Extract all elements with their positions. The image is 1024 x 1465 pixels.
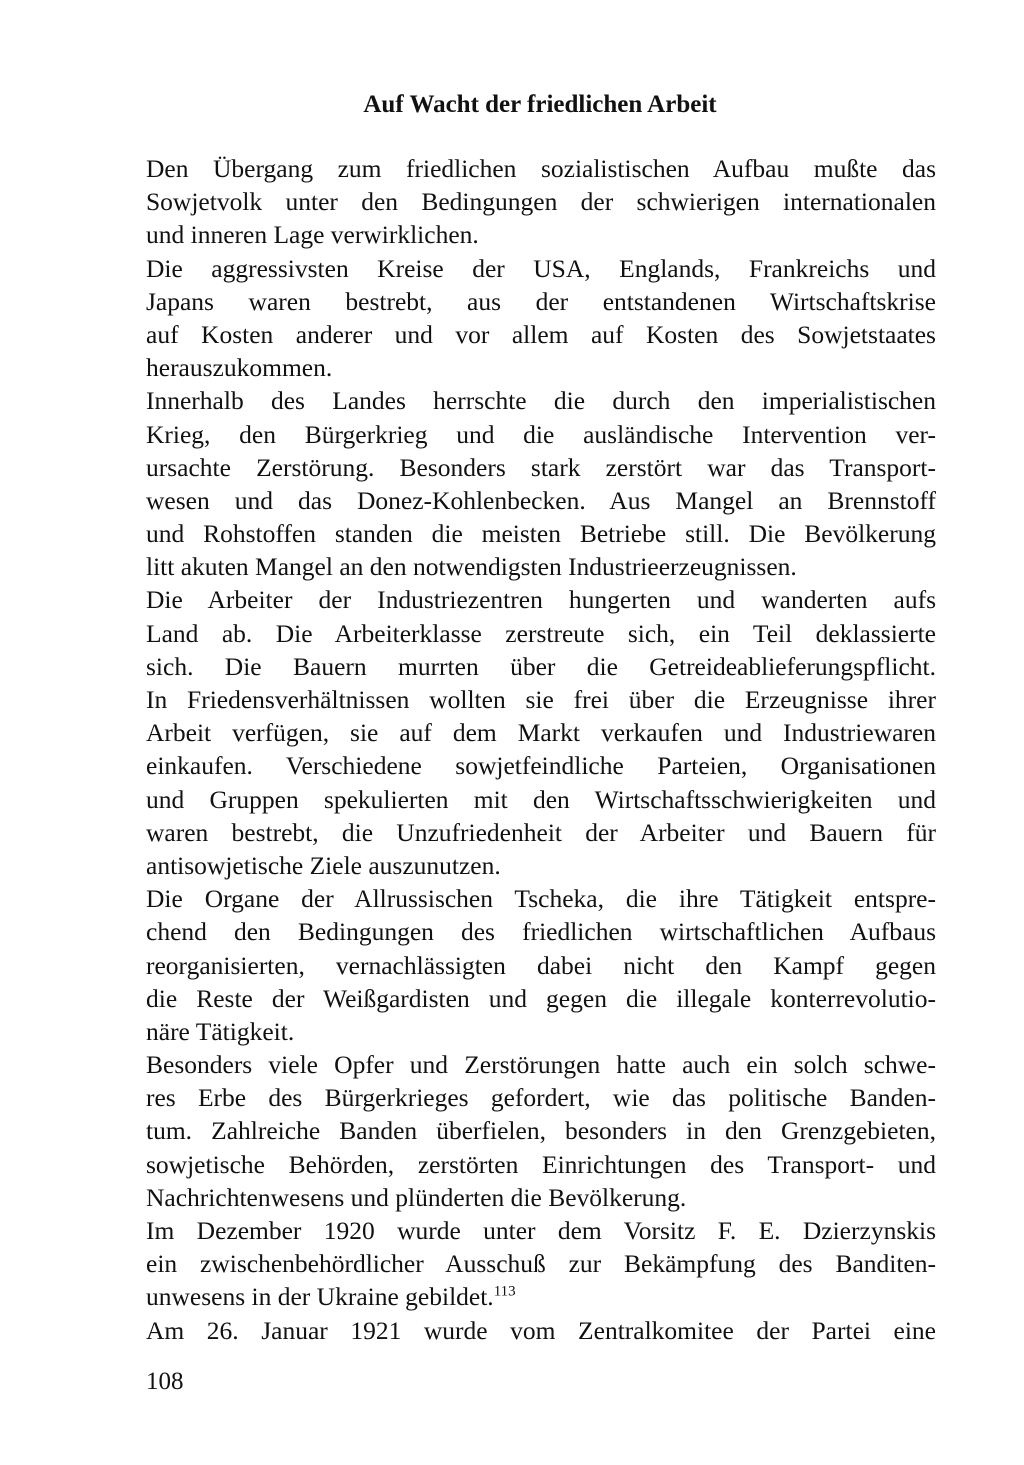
text-line: ursachte Zerstörung. Besonders stark zerstört war das Transport- [146, 452, 936, 482]
text-line: Krieg, den Bürgerkrieg und die ausländische Intervention ver- [146, 419, 936, 449]
text-line: sich. Die Bauern murrten über die Getreideablieferungspflicht. [146, 651, 936, 681]
text-line: Nachrichtenwesens und plünderten die Bevölkerung. [146, 1182, 687, 1212]
text-line: Am 26. Januar 1921 wurde vom Zentralkomitee der Partei eine [146, 1315, 936, 1345]
text-line: Besonders viele Opfer und Zerstörungen hatte auch ein solch schwe- [146, 1050, 936, 1080]
text-line: sowjetische Behörden, zerstörten Einrichtungen des Transport- und [146, 1149, 936, 1179]
body-text [146, 152, 936, 1347]
paragraph [146, 384, 936, 583]
text-line: Den Übergang zum friedlichen sozialistischen Aufbau mußte das [146, 154, 936, 183]
page-number: 108 [146, 1368, 184, 1395]
text-line: unwesens in der Ukraine gebildet. [146, 1282, 494, 1312]
paragraph [146, 152, 936, 252]
text-line: ein zwischenbehördlicher Ausschuß zur Bekämpfung des Banditen- [146, 1249, 936, 1279]
text-line: tum. Zahlreiche Banden überfielen, besonders in den Grenzgebieten, [146, 1116, 936, 1146]
footnote-reference: 113 [493, 1283, 516, 1300]
text-line: Arbeit verfügen, sie auf dem Markt verkaufen und Industriewaren [146, 718, 936, 748]
text-line: und Gruppen spekulierten mit den Wirtschaftsschwierigkeiten und [146, 784, 936, 814]
text-line: Im Dezember 1920 wurde unter dem Vorsitz F. E. Dzierzynskis [146, 1216, 936, 1245]
text-line: auf Kosten anderer und vor allem auf Kosten des Sowjetstaates [146, 319, 936, 349]
text-line: Land ab. Die Arbeiterklasse zerstreute sich, ein Teil deklassierte [146, 618, 936, 648]
text-line: und Rohstoffen standen die meisten Betriebe still. Die Bevölkerung [146, 519, 936, 549]
text-line: näre Tätigkeit. [146, 1016, 295, 1046]
text-line: reorganisierten, vernachlässigten dabei nicht den Kampf gegen [146, 950, 936, 980]
text-line: Die Arbeiter der Industriezentren hungerten und wanderten aufs [146, 585, 936, 615]
text-line: Die aggressivsten Kreise der USA, Englands, Frankreichs und [146, 253, 936, 283]
paragraph [146, 1048, 936, 1214]
section-heading: Auf Wacht der friedlichen Arbeit [363, 91, 717, 118]
text-line: chend den Bedingungen des friedlichen wirtschaftlichen Aufbaus [146, 917, 936, 947]
text-line: Die Organe der Allrussischen Tscheka, die ihre Tätigkeit entspre- [146, 884, 936, 914]
text-line: wesen und das Donez-Kohlenbecken. Aus Mangel an Brennstoff [146, 485, 936, 515]
text-line: herauszukommen. [146, 353, 333, 383]
text-line: Sowjetvolk unter den Bedingungen der schwierigen internationalen [146, 187, 936, 217]
text-line: Japans waren bestrebt, aus der entstandenen Wirtschaftskrise [146, 286, 936, 316]
text-line: die Reste der Weißgardisten und gegen die illegale konterrevolutio- [146, 983, 936, 1013]
text-line: In Friedensverhältnissen wollten sie frei über die Erzeugnisse ihrer [146, 685, 936, 714]
text-line: antisowjetische Ziele auszunutzen. [146, 850, 501, 880]
text-line: litt akuten Mangel an den notwendigsten Industrieerzeugnissen. [146, 552, 797, 582]
text-line-with-footnote [146, 1280, 936, 1313]
text-line: waren bestrebt, die Unzufriedenheit der Arbeiter und Bauern für [146, 817, 936, 847]
text-line: Innerhalb des Landes herrschte die durch den imperialistischen [146, 386, 936, 416]
text-line: res Erbe des Bürgerkrieges gefordert, wie das politische Banden- [146, 1083, 936, 1113]
paragraph [146, 583, 936, 882]
text-line: und inneren Lage verwirklichen. [146, 220, 479, 250]
paragraph [146, 1214, 936, 1314]
paragraph [146, 882, 936, 1048]
paragraph [146, 1314, 936, 1347]
text-line: einkaufen. Verschiedene sowjetfeindliche Parteien, Organisationen [146, 751, 936, 781]
paragraph [146, 252, 936, 385]
